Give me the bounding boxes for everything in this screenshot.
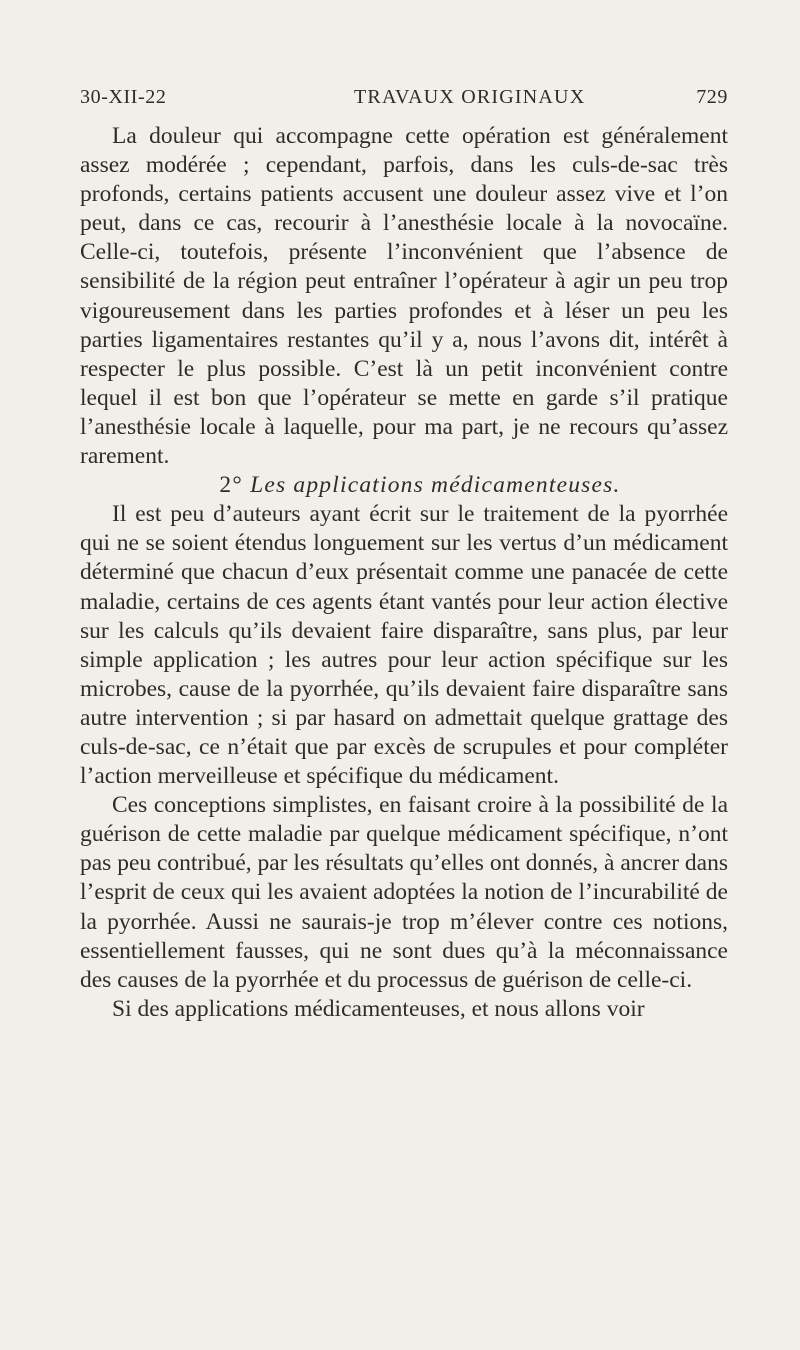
section-heading (80, 471, 728, 500)
paragraph: Il est peu d’auteurs ayant écrit sur le traitement de la pyorrhée qui ne se soient étendus longuement sur les vertus d’un médicament déterminé que chacun d’eux présentait comme une panacée de cette maladie, certains de ces agents étant vantés pour leur action élective sur les calculs qu’ils devaient faire disparaître, sans plus, par leur simple application ; les autres pour leur action spécifique sur les microbes, cause de la pyorrhée, qu’ils devaient faire disparaître sans autre intervention ; si par hasard on admettait quelque grattage des culs-de-sac, ce n’était que par excès de scrupules et pour compléter l’action merveilleuse et spécifique du médicament. (80, 501, 728, 790)
body-text (80, 122, 728, 1024)
paragraph: Si des applications médicamenteuses, et nous allons voir (112, 995, 645, 1022)
section-number: 2° (219, 472, 243, 499)
page-number: 729 (696, 86, 728, 108)
section-title: Les applications médicamenteuses. (250, 472, 621, 499)
header-title: TRAVAUX ORIGINAUX (354, 86, 586, 108)
running-head (80, 86, 728, 116)
paragraph: La douleur qui accompagne cette opération est généralement assez modérée ; cependant, parfois, dans les culs-de-sac très profonds, certains patients accusent une douleur assez vive et l’on peut, dans ce cas, recourir à l’anesthésie locale à la novocaïne. Celle-ci, toutefois, présente l’inconvénient que l’absence de sensibilité de la région peut entraîner l’opérateur à agir un peu trop vigoureusement dans les parties profondes et à léser un peu les parties ligamentaires restantes qu’il y a, nous l’avons dit, intérêt à respecter le plus possible. C’est là un petit inconvénient contre lequel il est bon que l’opérateur se mette en garde s’il pratique l’anesthésie locale à laquelle, pour ma part, je ne recours qu’assez rarement. (80, 123, 728, 470)
header-date: 30-XII-22 (80, 86, 167, 108)
paragraph: Ces conceptions simplistes, en faisant croire à la possibilité de la guérison de cette maladie par quelque médicament spécifique, n’ont pas peu contribué, par les résultats qu’elles ont donnés, à ancrer dans l’esprit de ceux qui les avaient adoptées la notion de l’incurabilité de la pyorrhée. Aussi ne saurais-je trop m’élever contre ces notions, essentiellement fausses, qui ne sont dues qu’à la méconnaissance des causes de la pyorrhée et du processus de guérison de celle-ci. (80, 792, 728, 993)
